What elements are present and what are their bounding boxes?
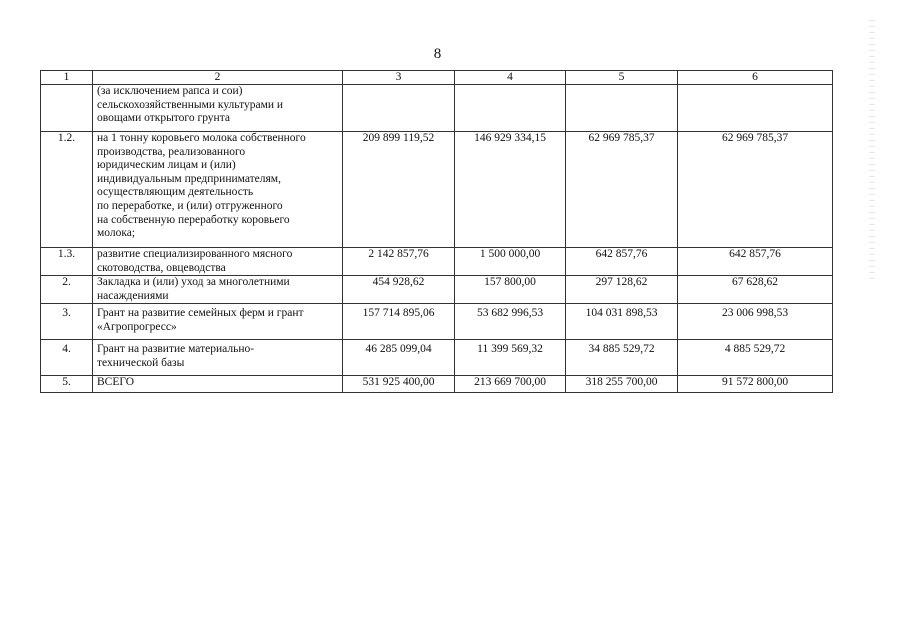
- row-number: 4.: [41, 340, 93, 376]
- table-header-row: [41, 71, 833, 85]
- row-number: 1.3.: [41, 248, 93, 276]
- row-number: 2.: [41, 276, 93, 304]
- header-cell: 6: [678, 71, 833, 85]
- value-col-4: 1 500 000,00: [455, 248, 566, 276]
- value-col-6: 62 969 785,37: [678, 132, 833, 248]
- value-col-3: 531 925 400,00: [343, 376, 455, 393]
- row-description: Грант на развитие семейных ферм и грант «Агропрогресс»: [93, 304, 343, 340]
- header-cell: 3: [343, 71, 455, 85]
- table-row: [41, 248, 833, 276]
- value-col-5: 62 969 785,37: [566, 132, 678, 248]
- value-col-5: 318 255 700,00: [566, 376, 678, 393]
- value-col-4: 146 929 334,15: [455, 132, 566, 248]
- budget-table: [40, 70, 833, 393]
- row-description: развитие специализированного мясного скотоводства, овцеводства: [93, 248, 343, 276]
- value-col-6: 642 857,76: [678, 248, 833, 276]
- value-col-6: 23 006 998,53: [678, 304, 833, 340]
- row-description: Грант на развитие материально- технической базы: [93, 340, 343, 376]
- value-col-5: [566, 85, 678, 132]
- value-col-3: 454 928,62: [343, 276, 455, 304]
- row-description: ВСЕГО: [93, 376, 343, 393]
- value-col-5: 642 857,76: [566, 248, 678, 276]
- value-col-6: 4 885 529,72: [678, 340, 833, 376]
- table-row: [41, 304, 833, 340]
- table-row: [41, 132, 833, 248]
- table-row: [41, 85, 833, 132]
- value-col-3: 46 285 099,04: [343, 340, 455, 376]
- value-col-4: 213 669 700,00: [455, 376, 566, 393]
- header-cell: 4: [455, 71, 566, 85]
- value-col-4: 11 399 569,32: [455, 340, 566, 376]
- value-col-4: 53 682 996,53: [455, 304, 566, 340]
- value-col-5: 297 128,62: [566, 276, 678, 304]
- page-number: 8: [433, 46, 442, 62]
- value-col-3: 209 899 119,52: [343, 132, 455, 248]
- row-description: (за исключением рапса и сои) сельскохозяйственными культурами и овощами открытого грунта: [93, 85, 343, 132]
- row-number: 3.: [41, 304, 93, 340]
- value-col-6: 91 572 800,00: [678, 376, 833, 393]
- value-col-6: [678, 85, 833, 132]
- header-cell: 2: [93, 71, 343, 85]
- value-col-4: 157 800,00: [455, 276, 566, 304]
- row-number: 5.: [41, 376, 93, 393]
- row-description: на 1 тонну коровьего молока собственного производства, реализованного юридическим лицам и (или) индивидуальным предпринимателям, осуществляющим деятельность по переработке, и (или) отгруженного на собственную переработку коровьего молока;: [93, 132, 343, 248]
- header-cell: 1: [41, 71, 93, 85]
- value-col-5: 34 885 529,72: [566, 340, 678, 376]
- value-col-3: 2 142 857,76: [343, 248, 455, 276]
- scan-artifact: [869, 20, 875, 280]
- value-col-5: 104 031 898,53: [566, 304, 678, 340]
- row-number: [41, 85, 93, 132]
- value-col-3: [343, 85, 455, 132]
- header-cell: 5: [566, 71, 678, 85]
- table-row-total: [41, 376, 833, 393]
- value-col-4: [455, 85, 566, 132]
- table-row: [41, 340, 833, 376]
- value-col-6: 67 628,62: [678, 276, 833, 304]
- table-row: [41, 276, 833, 304]
- row-description: Закладка и (или) уход за многолетними насаждениями: [93, 276, 343, 304]
- row-number: 1.2.: [41, 132, 93, 248]
- value-col-3: 157 714 895,06: [343, 304, 455, 340]
